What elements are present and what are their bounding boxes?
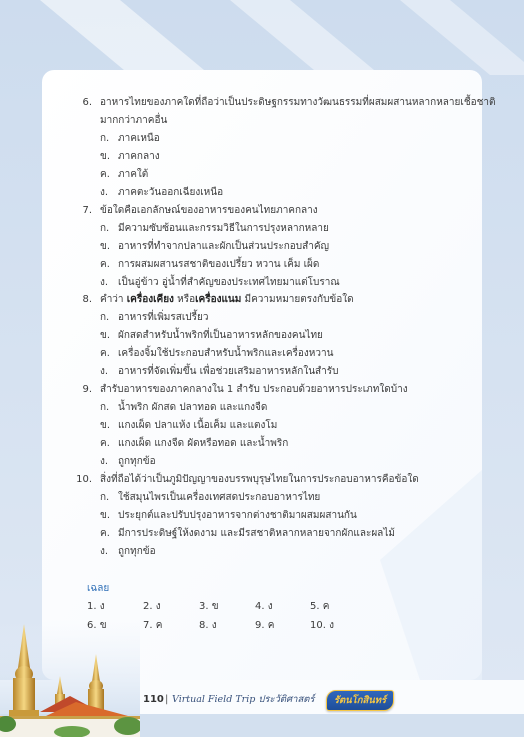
question-9 <box>0 381 524 471</box>
question-row-continued <box>0 112 524 130</box>
option-kho <box>0 417 524 435</box>
option-letter: ง. <box>100 186 109 198</box>
option-letter: ข. <box>100 509 111 521</box>
question-row <box>0 291 524 309</box>
temple-illustration <box>0 620 140 737</box>
option-letter: ค. <box>100 527 110 539</box>
question-text: สำรับอาหารของภาคกลางใน 1 สำรับ ประกอบด้วยอาหารประเภทใดบ้าง <box>100 384 408 396</box>
option-kho-khwai <box>0 345 524 363</box>
option-text: แกงเผ็ด แกงจืด ผัดหรือทอด และน้ำพริก <box>118 438 289 450</box>
option-kho <box>0 327 524 345</box>
option-text: ภาคใต้ <box>118 168 149 180</box>
option-text: ถูกทุกข้อ <box>118 456 156 468</box>
option-text: ภาคเหนือ <box>118 132 160 144</box>
option-text: ภาคตะวันออกเฉียงเหนือ <box>118 186 224 198</box>
option-text: ผักสดสำหรับน้ำพริกที่เป็นอาหารหลักของคนไทย <box>118 330 323 342</box>
question-row <box>0 202 524 220</box>
option-letter: ข. <box>100 330 111 342</box>
answer-item: 7. ค <box>143 620 163 631</box>
option-text: อาหารที่ทำจากปลาและผักเป็นส่วนประกอบสำคัญ <box>118 240 330 252</box>
question-number: 6. <box>82 97 92 108</box>
answer-item: 2. ง <box>143 601 161 612</box>
question-number: 9. <box>82 384 92 396</box>
option-text: มีความซับซ้อนและกรรมวิธีในการปรุงหลากหลาย <box>118 222 329 234</box>
option-text: อาหารที่จัดเพิ่มขึ้น เพื่อช่วยเสริมอาหารหลักในสำรับ <box>118 366 339 378</box>
option-ko <box>0 309 524 327</box>
option-text: การผสมผสานรสชาติของเปรี้ยว หวาน เค็ม เผ็ด <box>118 258 320 270</box>
option-text: อาหารที่เพิ่มรสเปรี้ยว <box>118 312 209 324</box>
footer-separator: | <box>165 694 169 705</box>
question-8 <box>0 291 524 381</box>
option-text: ประยุกต์และปรับปรุงอาหารจากต่างชาติมาผสมผสานกัน <box>118 509 357 521</box>
page-footer <box>0 690 524 710</box>
option-letter: ก. <box>100 132 110 144</box>
option-kho-khwai <box>0 525 524 543</box>
page-number: 110 <box>143 694 164 705</box>
option-ko <box>0 130 524 148</box>
question-7 <box>0 202 524 292</box>
option-letter: ก. <box>100 491 110 503</box>
option-ko <box>0 399 524 417</box>
option-ngo <box>0 543 524 561</box>
option-letter: ง. <box>100 276 109 288</box>
option-ngo <box>0 363 524 381</box>
answer-item: 4. ง <box>255 601 273 612</box>
option-letter: ก. <box>100 222 110 234</box>
answer-key-row <box>0 617 524 635</box>
option-kho-khwai <box>0 435 524 453</box>
option-text: น้ำพริก ผักสด ปลาทอด และแกงจืด <box>118 402 268 414</box>
footer-title: Virtual Field Trip ประวัติศาสตร์ <box>172 694 315 705</box>
option-ngo <box>0 274 524 292</box>
question-row <box>0 94 524 112</box>
option-text: แกงเผ็ด ปลาแห้ง เนื้อเค็ม และแตงโม <box>118 420 278 432</box>
option-text: ถูกทุกข้อ <box>118 545 156 557</box>
answer-item: 8. ง <box>199 620 217 631</box>
option-letter: ค. <box>100 438 110 450</box>
option-kho-khwai <box>0 166 524 184</box>
answer-item: 10. ง <box>310 620 334 631</box>
question-list <box>0 94 524 561</box>
question-number: 8. <box>82 294 92 306</box>
question-text: สิ่งที่ถือได้ว่าเป็นภูมิปัญญาของบรรพบุรุษไทยในการประกอบอาหารคือข้อใด <box>100 474 419 486</box>
question-keyword: เครื่องเคียง <box>126 294 174 306</box>
option-letter: ก. <box>100 312 110 324</box>
question-10 <box>0 471 524 561</box>
option-letter: ข. <box>100 150 111 162</box>
answer-item: 6. ข <box>87 620 107 631</box>
option-text: ภาคกลาง <box>118 150 160 162</box>
option-ko <box>0 489 524 507</box>
option-letter: ง. <box>100 456 109 468</box>
answer-item: 5. ค <box>310 601 330 612</box>
option-letter: ข. <box>100 240 111 252</box>
option-letter: ง. <box>100 366 109 378</box>
option-text: มีการประดิษฐ์ให้งดงาม และมีรสชาติหลากหลายจากผักและผลไม้ <box>118 527 395 539</box>
question-number: 10. <box>76 474 92 486</box>
option-kho <box>0 238 524 256</box>
question-text-part: มีความหมายตรงกับข้อใด <box>241 294 354 306</box>
question-number: 7. <box>82 204 92 216</box>
question-text: ข้อใดคือเอกลักษณ์ของอาหารของคนไทยภาคกลาง <box>100 204 318 216</box>
option-text: เป็นอู่ข้าว อู่น้ำที่สำคัญของประเทศไทยมาแต่โบราณ <box>118 276 340 288</box>
option-ngo <box>0 453 524 471</box>
option-kho <box>0 148 524 166</box>
answer-item: 1. ง <box>87 601 105 612</box>
answer-item: 9. ค <box>255 620 275 631</box>
option-letter: ก. <box>100 402 110 414</box>
answer-key-row <box>0 598 524 616</box>
option-letter: ค. <box>100 348 110 360</box>
option-letter: ค. <box>100 258 110 270</box>
answer-item: 3. ข <box>199 601 219 612</box>
option-kho-khwai <box>0 256 524 274</box>
question-row <box>0 381 524 399</box>
option-ko <box>0 220 524 238</box>
question-row <box>0 471 524 489</box>
option-letter: ง. <box>100 545 109 557</box>
footer-logo-badge: รัตนโกสินทร์ <box>326 690 394 711</box>
question-text: อาหารไทยของภาคใดที่ถือว่าเป็นประดิษฐกรรมทางวัฒนธรรมที่ผสมผสานหลากหลายเชื้อชาติ <box>100 97 496 108</box>
question-text-part: คำว่า <box>100 294 127 306</box>
question-text-continued: มากกว่าภาคอื่น <box>100 114 168 126</box>
answer-key-heading: เฉลย <box>87 583 110 594</box>
option-letter: ค. <box>100 168 110 180</box>
question-text-part: หรือ <box>173 294 196 306</box>
option-ngo <box>0 184 524 202</box>
question-text <box>100 291 354 309</box>
question-keyword: เครื่องแนม <box>195 294 242 306</box>
option-letter: ข. <box>100 420 111 432</box>
option-kho <box>0 507 524 525</box>
question-6 <box>0 94 524 202</box>
option-text: เครื่องจิ้มใช้ประกอบสำหรับน้ำพริกและเครื่องหวาน <box>118 348 334 360</box>
option-text: ใช้สมุนไพรเป็นเครื่องเทศสดประกอบอาหารไทย <box>118 491 321 503</box>
